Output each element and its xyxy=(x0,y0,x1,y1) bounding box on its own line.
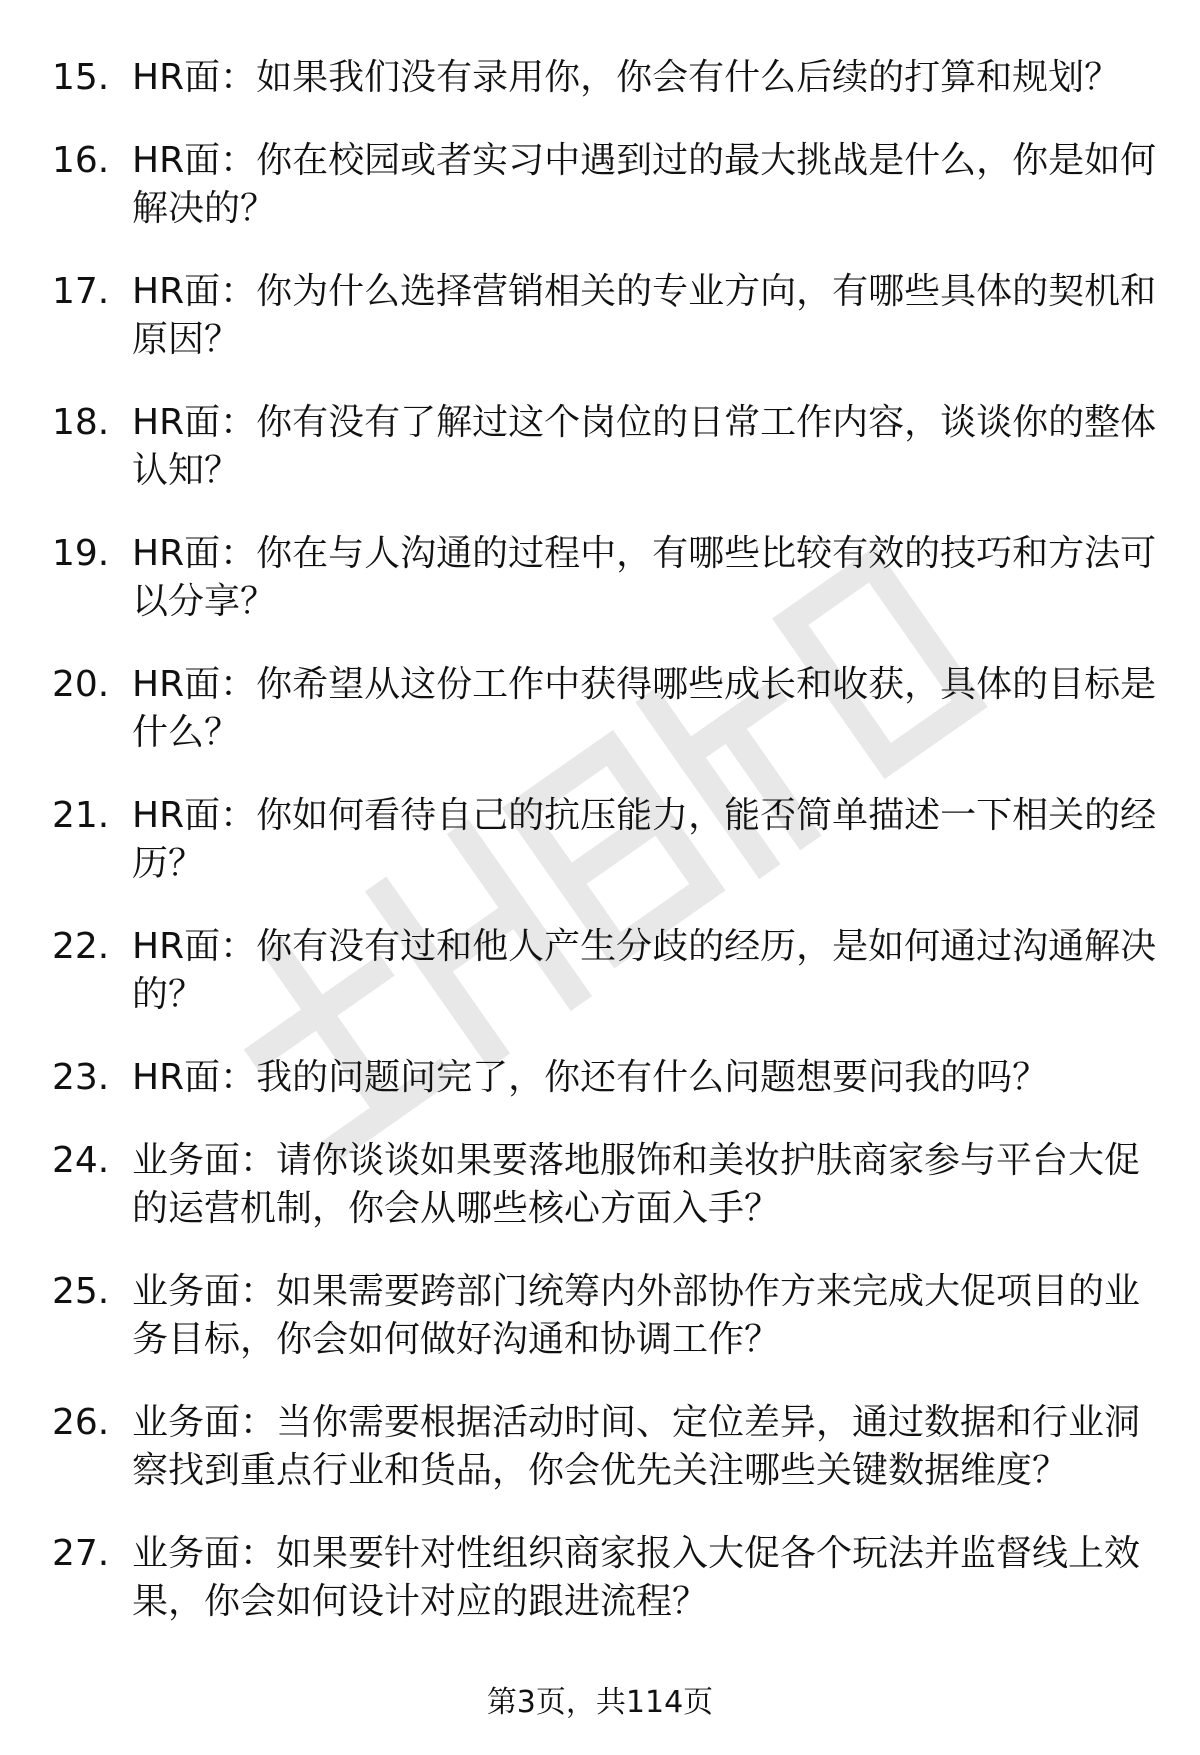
question-text: HR面：你为什么选择营销相关的专业方向，有哪些具体的契机和原因？ xyxy=(132,271,1157,360)
question-item xyxy=(52,1399,1162,1495)
question-number: 26. xyxy=(52,1402,110,1443)
question-number: 21. xyxy=(52,795,110,836)
page-footer: 第3页，共114页 xyxy=(486,1685,714,1720)
question-item xyxy=(52,923,1162,1019)
question-list xyxy=(52,54,1162,1661)
question-text: 业务面：请你谈谈如果要落地服饰和美妆护肤商家参与平台大促的运营机制，你会从哪些核心方面入手？ xyxy=(132,1140,1141,1229)
question-item xyxy=(52,1054,1162,1102)
question-text: HR面：你在校园或者实习中遇到过的最大挑战是什么，你是如何解决的？ xyxy=(132,140,1157,229)
question-text: HR面：你在与人沟通的过程中，有哪些比较有效的技巧和方法可以分享？ xyxy=(132,533,1157,622)
question-number: 27. xyxy=(52,1533,110,1574)
question-text: HR面：你如何看待自己的抗压能力，能否简单描述一下相关的经历？ xyxy=(132,795,1157,884)
question-item xyxy=(52,137,1162,233)
question-item xyxy=(52,661,1162,757)
question-text: HR面：你希望从这份工作中获得哪些成长和收获，具体的目标是什么？ xyxy=(132,664,1157,753)
question-item xyxy=(52,792,1162,888)
question-number: 17. xyxy=(52,271,110,312)
question-number: 22. xyxy=(52,926,110,967)
question-number: 24. xyxy=(52,1140,110,1181)
question-item xyxy=(52,1530,1162,1626)
question-text: 业务面：如果要针对性组织商家报入大促各个玩法并监督线上效果，你会如何设计对应的跟进流程？ xyxy=(132,1533,1141,1622)
question-number: 19. xyxy=(52,533,110,574)
question-text: 业务面：当你需要根据活动时间、定位差异，通过数据和行业洞察找到重点行业和货品，你会优先关注哪些关键数据维度？ xyxy=(132,1402,1141,1491)
question-text: HR面：如果我们没有录用你，你会有什么后续的打算和规划？ xyxy=(132,57,1121,98)
question-number: 15. xyxy=(52,57,110,98)
question-item xyxy=(52,1137,1162,1233)
question-number: 25. xyxy=(52,1271,110,1312)
question-item xyxy=(52,530,1162,626)
question-text: 业务面：如果需要跨部门统筹内外部协作方来完成大促项目的业务目标，你会如何做好沟通和协调工作？ xyxy=(132,1271,1141,1360)
question-number: 23. xyxy=(52,1057,110,1098)
question-item xyxy=(52,1268,1162,1364)
question-number: 18. xyxy=(52,402,110,443)
question-item xyxy=(52,54,1162,102)
question-text: HR面：你有没有了解过这个岗位的日常工作内容，谈谈你的整体认知？ xyxy=(132,402,1157,491)
question-item xyxy=(52,268,1162,364)
question-text: HR面：我的问题问完了，你还有什么问题想要问我的吗？ xyxy=(132,1057,1049,1098)
question-text: HR面：你有没有过和他人产生分歧的经历，是如何通过沟通解决的？ xyxy=(132,926,1157,1015)
question-number: 20. xyxy=(52,664,110,705)
question-number: 16. xyxy=(52,140,110,181)
question-item xyxy=(52,399,1162,495)
